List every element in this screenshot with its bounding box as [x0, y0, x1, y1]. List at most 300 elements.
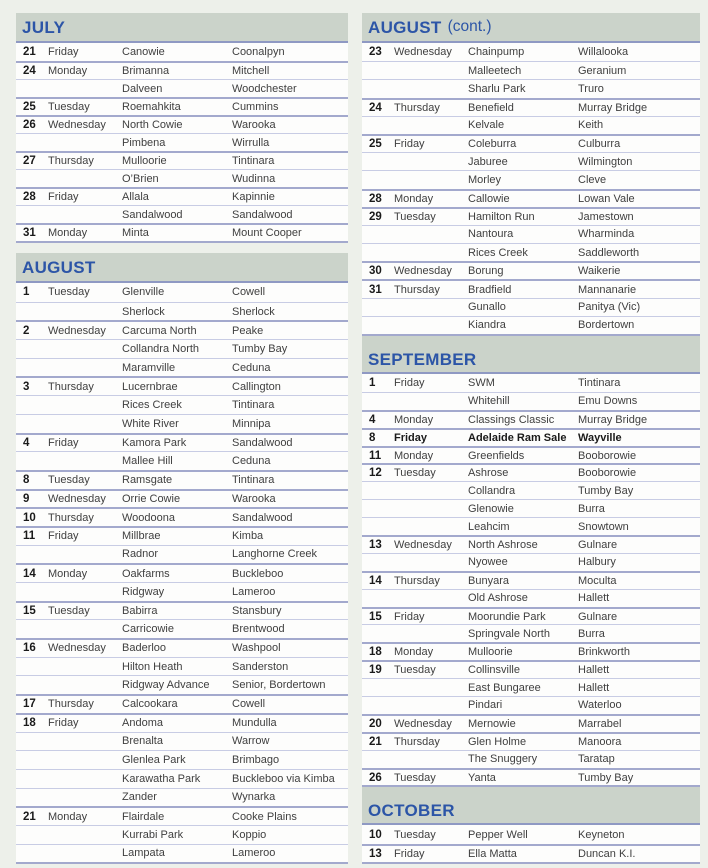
sale-date: 19	[369, 664, 382, 677]
sale-row	[16, 675, 348, 694]
sale-date: 20	[369, 717, 382, 730]
month-title: OCTOBER	[368, 801, 455, 821]
sale-row	[362, 225, 700, 243]
sale-row	[362, 374, 700, 392]
stud-name: Benefield	[468, 101, 514, 114]
sale-date: 18	[23, 717, 36, 730]
sale-row	[16, 844, 348, 863]
sale-location: Saddleworth	[578, 246, 640, 259]
sale-rows	[362, 43, 700, 336]
stud-name: Carcuma North	[122, 324, 197, 337]
sale-row	[362, 116, 700, 134]
sale-location: Tintinara	[232, 474, 275, 487]
sale-date: 1	[369, 376, 376, 389]
sale-date: 11	[369, 449, 382, 462]
sale-date: 12	[369, 467, 382, 480]
sale-row	[362, 207, 700, 225]
sale-location: Halbury	[578, 556, 616, 569]
sale-row	[16, 526, 348, 545]
stud-name: Chainpump	[468, 46, 525, 59]
stud-name: Collandra	[468, 484, 516, 497]
sale-location: Panitya (Vic)	[578, 301, 641, 314]
sale-location: Callington	[232, 380, 281, 393]
sale-location: Mundulla	[232, 717, 277, 730]
sale-location: Tintinara	[578, 376, 621, 389]
month-header	[362, 13, 700, 43]
sale-day: Wednesday	[48, 492, 106, 505]
stud-name: Pimbena	[122, 136, 166, 149]
sale-row	[16, 788, 348, 807]
stud-name: SWM	[468, 376, 495, 389]
month-section-august	[16, 253, 348, 864]
sale-row	[362, 261, 700, 279]
sale-location: Manoora	[578, 735, 622, 748]
sale-row	[362, 170, 700, 188]
sale-row	[16, 97, 348, 115]
sale-row	[16, 601, 348, 620]
stud-name: Moorundie Park	[468, 610, 546, 623]
sale-location: Cleve	[578, 173, 607, 186]
sale-row	[362, 298, 700, 316]
sale-date: 29	[369, 210, 382, 223]
sale-location: Culburra	[578, 138, 621, 151]
sale-day: Friday	[394, 431, 428, 444]
stud-name: Kelvale	[468, 119, 505, 132]
sale-day: Wednesday	[394, 538, 452, 551]
stud-name: Glenowie	[468, 502, 514, 515]
left-column	[16, 13, 348, 864]
stud-name: Millbrae	[122, 530, 161, 543]
sale-day: Monday	[48, 227, 88, 239]
sale-location: Hallett	[578, 681, 610, 694]
stud-name: Nyowee	[468, 556, 508, 569]
stud-name: Hilton Heath	[122, 660, 183, 673]
sale-row	[362, 607, 700, 625]
sale-day: Thursday	[48, 511, 94, 524]
stud-name: Ashrose	[468, 467, 509, 480]
sale-day: Thursday	[394, 735, 440, 748]
sale-row	[16, 769, 348, 788]
sale-location: Peake	[232, 324, 264, 337]
stud-name: Zander	[122, 791, 157, 804]
stud-name: North Ashrose	[468, 538, 538, 551]
sale-day: Friday	[48, 46, 79, 58]
sale-row	[362, 660, 700, 678]
sale-location: Geranium	[578, 64, 627, 77]
sale-day: Wednesday	[48, 324, 106, 337]
sale-location: Minnipa	[232, 417, 271, 430]
sale-row	[362, 571, 700, 589]
stud-name: Lucernbrae	[122, 380, 178, 393]
stud-name: North Cowie	[122, 119, 183, 131]
month-title: AUGUST	[22, 257, 96, 277]
sale-row	[16, 563, 348, 582]
sale-date: 15	[369, 610, 382, 623]
stud-name: Whitehill	[468, 395, 510, 408]
sale-location: Warooka	[232, 492, 276, 505]
stud-name: Old Ashrose	[468, 592, 528, 605]
stud-name: Morley	[468, 173, 502, 186]
stud-name: White River	[122, 417, 179, 430]
sale-date: 11	[23, 530, 36, 543]
sale-row	[362, 535, 700, 553]
sale-location: Coonalpyn	[232, 46, 285, 58]
sale-day: Monday	[394, 413, 434, 426]
stud-name: Springvale North	[468, 627, 550, 640]
sale-location: Sherlock	[232, 305, 275, 318]
sale-row	[16, 395, 348, 414]
stud-name: East Bungaree	[468, 681, 541, 694]
month-header	[16, 13, 348, 43]
sale-rows	[362, 825, 700, 864]
sale-row	[16, 433, 348, 452]
sale-date: 2	[23, 324, 30, 337]
sale-row	[362, 243, 700, 261]
stud-name: Mulloorie	[122, 155, 167, 167]
stud-name: Karawatha Park	[122, 772, 201, 785]
sale-location: Mannanarie	[578, 283, 637, 296]
sale-location: Snowtown	[578, 520, 629, 533]
sale-row	[16, 283, 348, 302]
sale-row	[16, 205, 348, 223]
sale-location: Marrabel	[578, 717, 622, 730]
sale-row	[362, 714, 700, 732]
stud-name: Ramsgate	[122, 474, 173, 487]
stud-name: Kamora Park	[122, 436, 187, 449]
sale-row	[16, 169, 348, 187]
sale-location: Koppio	[232, 828, 267, 841]
sale-row	[16, 320, 348, 339]
sale-location: Willalooka	[578, 46, 629, 59]
sale-location: Lameroo	[232, 847, 276, 860]
stud-name: Sandalwood	[122, 208, 183, 221]
stud-name: Hamilton Run	[468, 210, 535, 223]
stud-name: Brenalta	[122, 735, 163, 748]
stud-name: Collandra North	[122, 342, 200, 355]
sale-date: 9	[23, 492, 30, 505]
sale-location: Mount Cooper	[232, 227, 302, 239]
sale-row	[16, 61, 348, 79]
sale-day: Thursday	[394, 574, 440, 587]
sale-row	[362, 152, 700, 170]
sale-day: Friday	[48, 191, 79, 203]
stud-name: Babirra	[122, 605, 158, 618]
stud-name: Callowie	[468, 192, 510, 205]
sale-row	[362, 134, 700, 152]
sale-date: 21	[23, 46, 36, 58]
sale-date: 21	[23, 810, 36, 823]
stud-name: Rices Creek	[468, 246, 528, 259]
sale-location: Waterloo	[578, 699, 622, 712]
sale-row	[362, 61, 700, 79]
sale-day: Thursday	[48, 380, 94, 393]
sale-location: Burra	[578, 502, 605, 515]
stud-name: Adelaide Ram Sale	[468, 431, 567, 444]
stud-name: Canowie	[122, 46, 165, 58]
sale-row	[16, 489, 348, 508]
sale-row	[362, 463, 700, 481]
stud-name: Yanta	[468, 771, 496, 784]
sale-rows	[16, 43, 348, 243]
sale-row	[16, 187, 348, 205]
sale-location: Brimbago	[232, 754, 280, 767]
sale-row	[16, 414, 348, 433]
sale-date: 8	[369, 431, 376, 444]
sale-row	[16, 115, 348, 133]
sale-day: Friday	[48, 530, 79, 543]
sale-location: Emu Downs	[578, 395, 638, 408]
month-header	[16, 253, 348, 283]
sale-location: Truro	[578, 82, 604, 95]
sale-date: 30	[369, 265, 382, 278]
sale-date: 18	[369, 646, 382, 659]
stud-name: Mallee Hill	[122, 455, 173, 468]
sale-row	[362, 553, 700, 571]
sale-location: Waikerie	[578, 265, 621, 278]
sale-location: Wynarka	[232, 791, 276, 804]
month-title: JULY	[22, 17, 66, 37]
sale-row	[16, 582, 348, 601]
right-column	[362, 13, 700, 864]
sale-row	[16, 545, 348, 564]
sale-day: Friday	[48, 436, 79, 449]
stud-name: Lampata	[122, 847, 165, 860]
sale-day: Monday	[394, 646, 434, 659]
sale-day: Wednesday	[394, 265, 452, 278]
sale-date: 25	[369, 138, 382, 151]
stud-name: Bunyara	[468, 574, 509, 587]
sale-location: Buckleboo	[232, 567, 284, 580]
sale-day: Thursday	[394, 283, 440, 296]
sale-location: Duncan K.I.	[578, 848, 636, 861]
sale-location: Hallett	[578, 664, 610, 677]
sale-date: 17	[23, 698, 36, 711]
sale-location: Stansbury	[232, 605, 282, 618]
sale-location: Murray Bridge	[578, 413, 648, 426]
sale-date: 1	[23, 286, 30, 299]
stud-name: Rices Creek	[122, 398, 182, 411]
sale-day: Monday	[48, 65, 88, 77]
sale-date: 3	[23, 380, 30, 393]
sale-location: Tintinara	[232, 398, 275, 411]
sale-row	[362, 410, 700, 428]
sale-row	[362, 481, 700, 499]
sale-location: Mitchell	[232, 65, 270, 77]
sale-date: 25	[23, 101, 36, 113]
sale-row	[16, 806, 348, 825]
sale-day: Tuesday	[394, 467, 436, 480]
sale-row	[16, 694, 348, 713]
sale-row	[362, 624, 700, 642]
sale-day: Thursday	[394, 101, 440, 114]
sale-location: Brentwood	[232, 623, 285, 636]
month-header	[362, 787, 700, 825]
sale-row	[362, 279, 700, 297]
sale-date: 26	[369, 771, 382, 784]
stud-name: The Snuggery	[468, 753, 538, 766]
sale-location: Keith	[578, 119, 604, 132]
sale-day: Wednesday	[394, 717, 452, 730]
stud-name: Kiandra	[468, 319, 506, 332]
sale-day: Tuesday	[394, 210, 436, 223]
sale-location: Woodchester	[232, 82, 297, 95]
stud-name: O’Brien	[122, 172, 159, 185]
stud-name: Jaburee	[468, 155, 508, 168]
sale-row	[16, 825, 348, 844]
sale-location: Kapinnie	[232, 191, 275, 203]
stud-name: Maramville	[122, 361, 176, 374]
sale-row	[16, 79, 348, 97]
month-section-august-cont	[362, 13, 700, 336]
stud-name: Allala	[122, 191, 149, 203]
sale-location: Cummins	[232, 101, 279, 113]
stud-name: Minta	[122, 227, 149, 239]
sale-location: Langhorne Creek	[232, 548, 318, 561]
sale-date: 24	[23, 65, 36, 77]
stud-name: Nantoura	[468, 228, 514, 241]
month-title-suffix: (cont.)	[447, 18, 492, 36]
stud-name: Coleburra	[468, 138, 517, 151]
sale-location: Keyneton	[578, 828, 625, 841]
month-title: SEPTEMBER	[368, 350, 477, 369]
stud-name: Andoma	[122, 717, 163, 730]
sale-row	[362, 768, 700, 786]
sale-day: Tuesday	[48, 286, 90, 299]
sale-rows	[362, 374, 700, 787]
sale-row	[362, 43, 700, 61]
stud-name: Flairdale	[122, 810, 165, 823]
sale-location: Burra	[578, 627, 605, 640]
sale-day: Wednesday	[394, 46, 452, 59]
sale-date: 28	[369, 192, 382, 205]
sale-day: Monday	[394, 449, 434, 462]
stud-name: Glen Holme	[468, 735, 527, 748]
sale-location: Tumby Bay	[578, 771, 634, 784]
sale-day: Friday	[48, 717, 79, 730]
sale-day: Friday	[394, 848, 425, 861]
sale-day: Tuesday	[48, 474, 90, 487]
sale-row	[362, 392, 700, 410]
stud-name: Ella Matta	[468, 848, 517, 861]
sale-location: Tintinara	[232, 155, 275, 167]
sale-location: Booborowie	[578, 449, 637, 462]
sale-date: 10	[23, 511, 36, 524]
sale-day: Monday	[48, 567, 88, 580]
sale-row	[16, 151, 348, 169]
stud-name: Sharlu Park	[468, 82, 526, 95]
sale-row	[16, 451, 348, 470]
sale-row	[16, 732, 348, 751]
sale-day: Tuesday	[394, 771, 436, 784]
sale-location: Moculta	[578, 574, 617, 587]
month-section-october	[362, 787, 700, 864]
sale-location: Tumby Bay	[578, 484, 634, 497]
sale-location: Tumby Bay	[232, 342, 288, 355]
sale-row	[16, 339, 348, 358]
sale-row	[362, 446, 700, 464]
stud-name: Kurrabi Park	[122, 828, 184, 841]
sale-date: 4	[369, 413, 376, 426]
sale-location: Warrow	[232, 735, 270, 748]
sale-location: Sanderston	[232, 660, 289, 673]
sale-location: Kimba	[232, 530, 264, 543]
sale-day: Friday	[394, 610, 425, 623]
sale-location: Gulnare	[578, 610, 618, 623]
sale-day: Monday	[48, 810, 88, 823]
sale-day: Thursday	[48, 155, 94, 167]
stud-name: Glenlea Park	[122, 754, 186, 767]
sale-row	[362, 499, 700, 517]
stud-name: Ridgway Advance	[122, 679, 210, 692]
sale-location: Wharminda	[578, 228, 635, 241]
sale-date: 4	[23, 436, 30, 449]
sale-row	[16, 358, 348, 377]
sale-day: Wednesday	[48, 642, 106, 655]
sale-location: Gulnare	[578, 538, 618, 551]
sale-day: Tuesday	[394, 828, 436, 841]
sale-location: Ceduna	[232, 361, 271, 374]
sale-location: Sandalwood	[232, 436, 293, 449]
sale-row	[362, 825, 700, 844]
sale-row	[362, 189, 700, 207]
sale-date: 8	[23, 474, 30, 487]
sale-day: Tuesday	[48, 101, 90, 113]
sale-row	[16, 470, 348, 489]
sale-location: Wudinna	[232, 172, 276, 185]
stud-name: Carricowie	[122, 623, 174, 636]
sale-location: Ceduna	[232, 455, 271, 468]
sale-location: Hallett	[578, 592, 610, 605]
sale-day: Wednesday	[48, 119, 106, 131]
sale-location: Bordertown	[578, 319, 635, 332]
stud-name: Dalveen	[122, 82, 163, 95]
stud-name: Bradfield	[468, 283, 512, 296]
stud-name: Pepper Well	[468, 828, 528, 841]
sale-location: Sandalwood	[232, 511, 293, 524]
stud-name: Ridgway	[122, 585, 165, 598]
sale-row	[362, 589, 700, 607]
sale-date: 10	[369, 828, 382, 841]
sale-date: 24	[369, 101, 382, 114]
sale-row	[362, 732, 700, 750]
sale-row	[362, 844, 700, 863]
sale-row	[362, 428, 700, 446]
sale-day: Monday	[394, 192, 434, 205]
stud-name: Orrie Cowie	[122, 492, 181, 505]
stud-name: Gunallo	[468, 301, 506, 314]
sale-location: Taratap	[578, 753, 615, 766]
sale-location: Wayville	[578, 431, 622, 444]
stud-name: Glenville	[122, 286, 165, 299]
sale-date: 26	[23, 119, 36, 131]
stud-name: Borung	[468, 265, 504, 278]
stud-name: Brimanna	[122, 65, 170, 77]
sale-location: Wirrulla	[232, 136, 270, 149]
stud-name: Mernowie	[468, 717, 516, 730]
sale-date: 14	[369, 574, 382, 587]
sale-row	[16, 223, 348, 241]
sale-date: 31	[23, 227, 36, 239]
stud-name: Woodoona	[122, 511, 176, 524]
sale-date: 23	[369, 46, 382, 59]
sale-date: 27	[23, 155, 36, 167]
sale-row	[16, 302, 348, 321]
stud-name: Calcookara	[122, 698, 178, 711]
stud-name: Roemahkita	[122, 101, 181, 113]
stud-name: Classings Classic	[468, 413, 555, 426]
sale-row	[16, 43, 348, 61]
sale-rows	[16, 283, 348, 864]
